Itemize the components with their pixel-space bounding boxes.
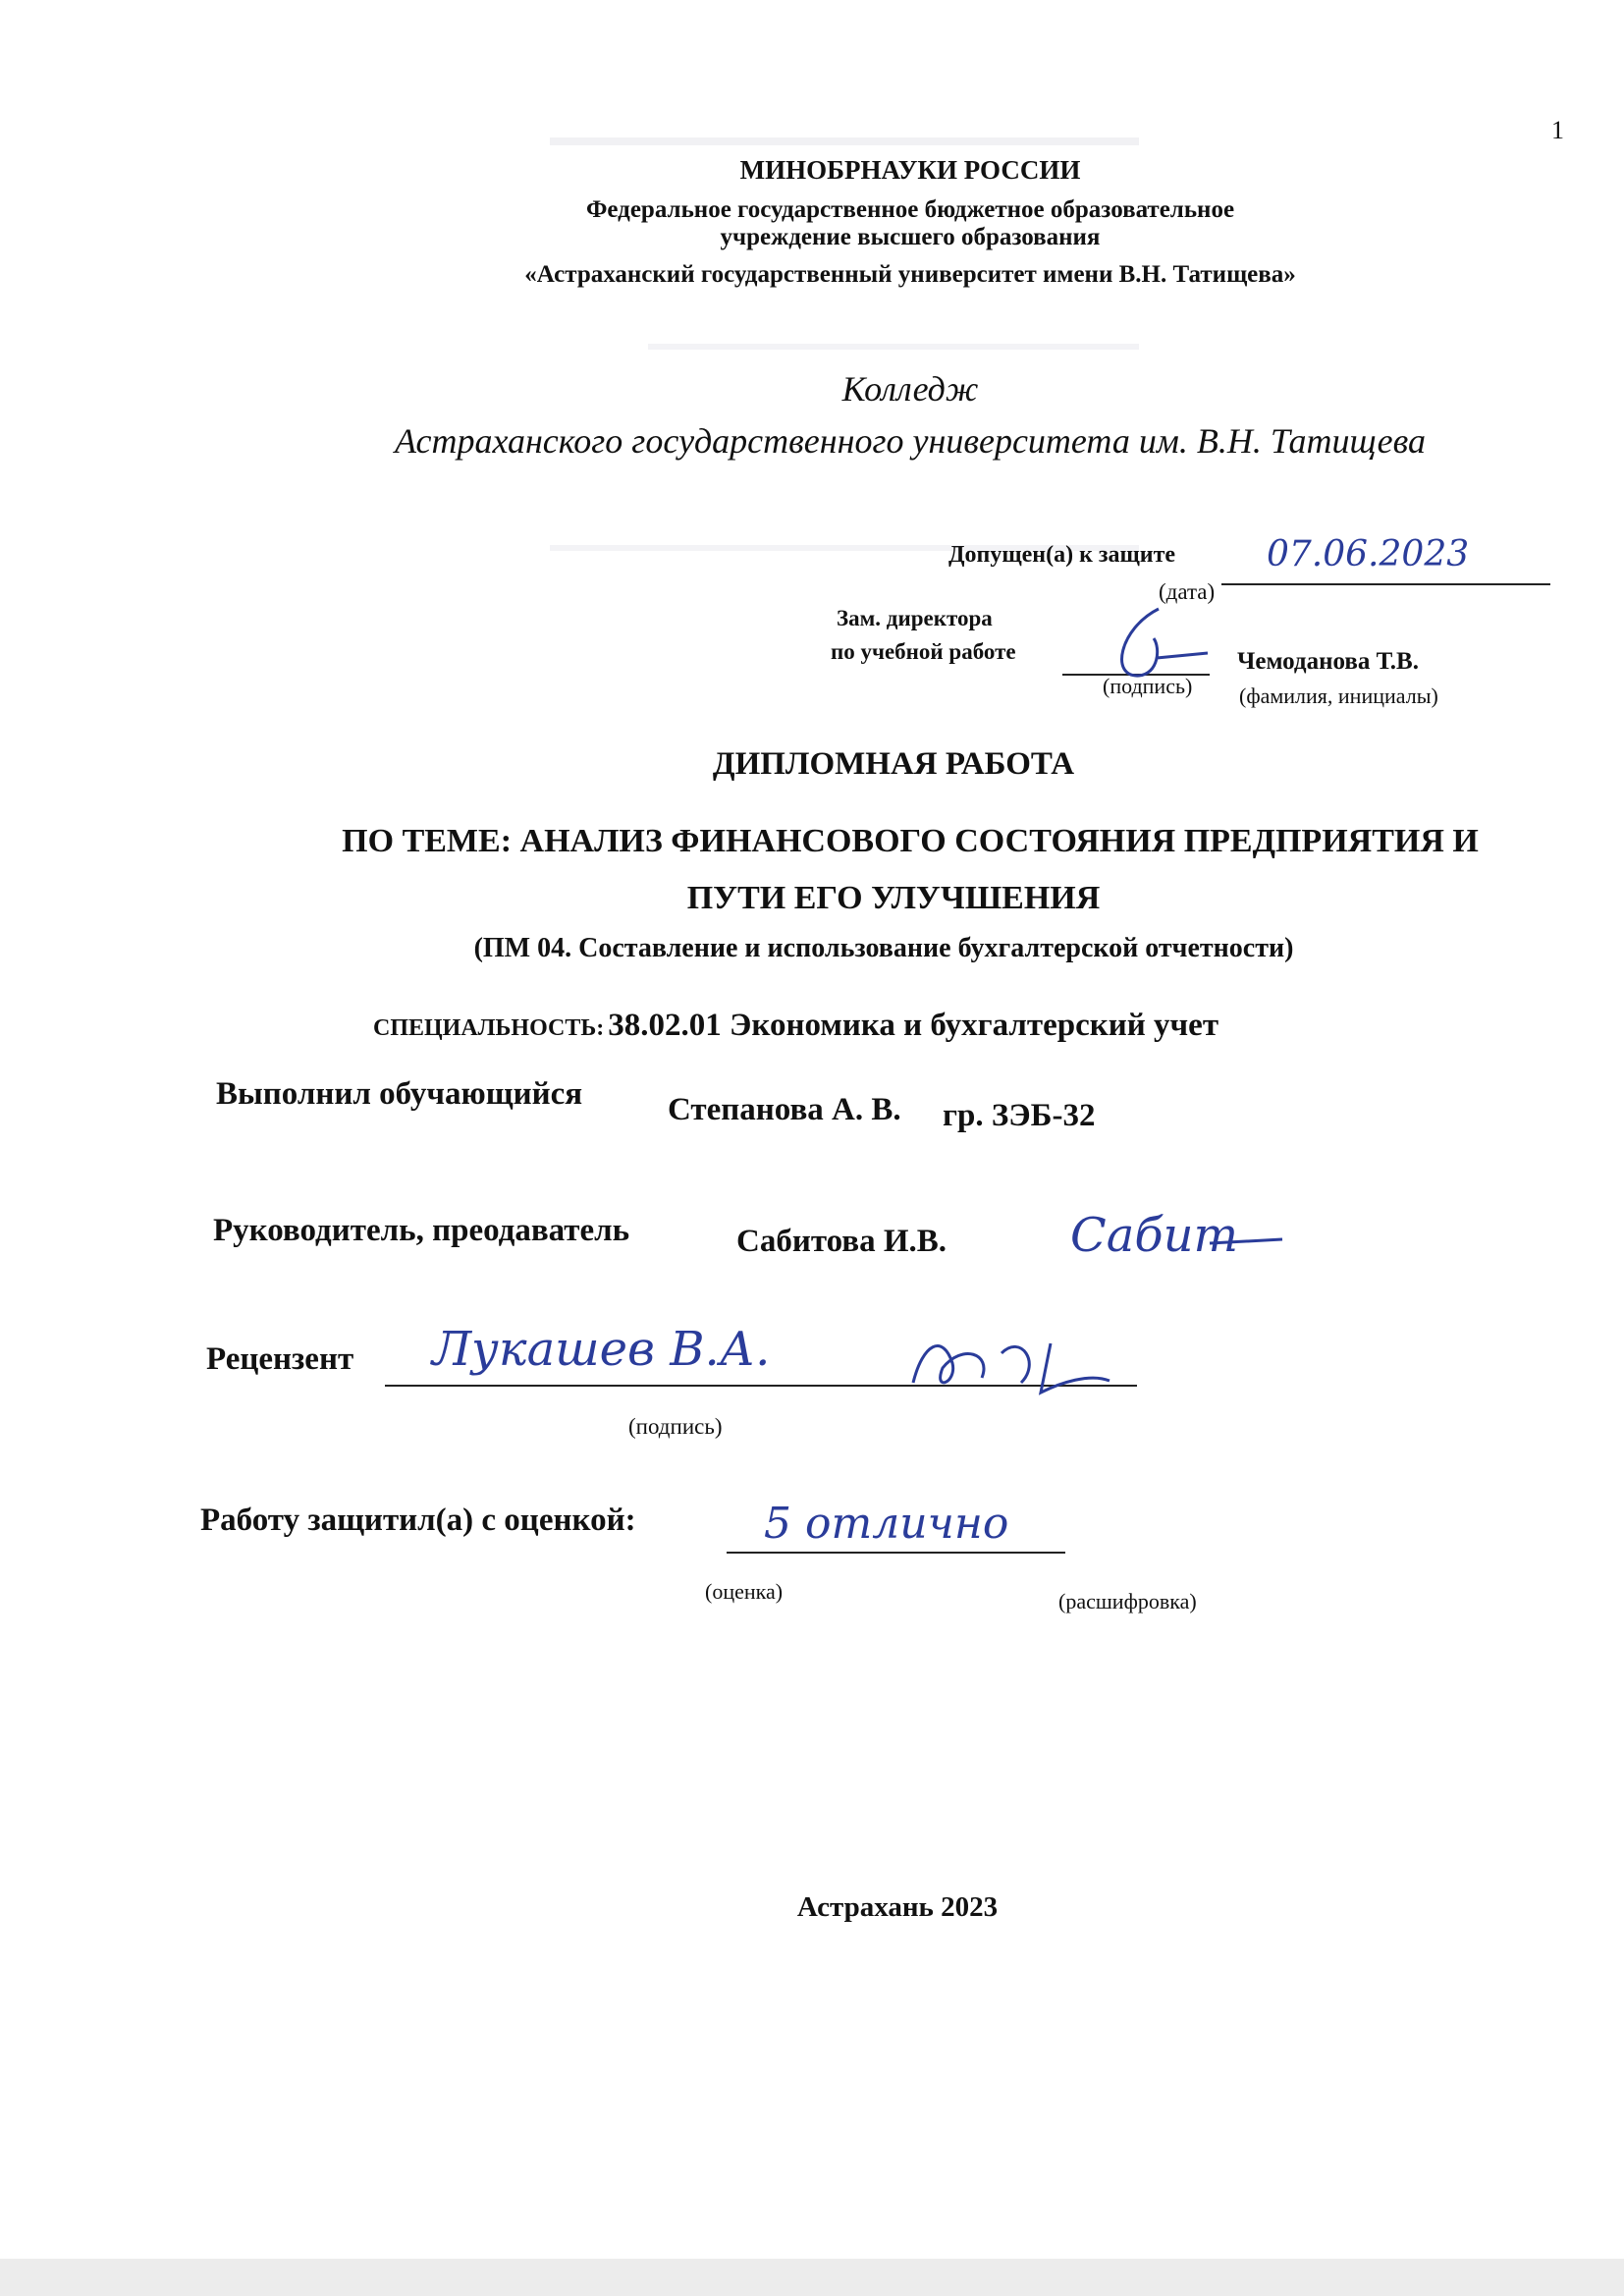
supervisor-label: Руководитель, преодаватель bbox=[213, 1213, 630, 1248]
scan-bleed bbox=[550, 137, 1139, 145]
name-caption: (фамилия, инициалы) bbox=[1239, 683, 1438, 708]
supervisor-signature: Сабит bbox=[1070, 1208, 1239, 1263]
module-name: (ПМ 04. Составление и использование бухгалтерской отчетности) bbox=[473, 933, 1294, 963]
admitted-label: Допущен(а) к защите bbox=[948, 542, 1176, 568]
reviewer-signature bbox=[903, 1324, 1119, 1402]
header-line-3: учреждение высшего образования bbox=[720, 224, 1101, 250]
deputy-line-1: Зам. директора bbox=[837, 606, 993, 630]
grade-handwritten: 5 отлично bbox=[764, 1499, 1009, 1549]
supervisor-name: Сабитова И.В. bbox=[736, 1224, 947, 1259]
student-label: Выполнил обучающийся bbox=[216, 1076, 583, 1112]
supervisor-signature-tail bbox=[1208, 1233, 1286, 1253]
work-type: ДИПЛОМНАЯ РАБОТА bbox=[712, 746, 1075, 782]
city-year: Астрахань 2023 bbox=[796, 1891, 999, 1923]
topic-line-1: ПО ТЕМЕ: АНАЛИЗ ФИНАНСОВОГО СОСТОЯНИЯ ПРЕДПРИЯТИЯ И bbox=[342, 823, 1479, 859]
date-caption: (дата) bbox=[1159, 579, 1216, 604]
reviewer-label: Рецензент bbox=[206, 1341, 354, 1377]
specialty-value: 38.02.01 Экономика и бухгалтерский учет bbox=[608, 1008, 1219, 1043]
scan-bleed bbox=[648, 344, 1139, 350]
college-line-2: Астраханского государственного университета им. В.Н. Татищева bbox=[395, 421, 1426, 461]
deputy-name: Чемоданова Т.В. bbox=[1237, 648, 1419, 675]
ministry-name: МИНОБРНАУКИ РОССИИ bbox=[739, 155, 1081, 185]
defense-label: Работу защитил(а) с оценкой: bbox=[200, 1503, 636, 1538]
header-line-2: Федеральное государственное бюджетное образовательное bbox=[585, 196, 1235, 223]
grade-line bbox=[727, 1552, 1065, 1554]
page-number: 1 bbox=[1551, 116, 1564, 144]
admitted-date-line bbox=[1221, 583, 1550, 585]
decoding-caption: (расшифровка) bbox=[1058, 1589, 1197, 1613]
student-name: Степанова А. В. bbox=[668, 1092, 901, 1127]
grade-caption: (оценка) bbox=[705, 1579, 784, 1604]
specialty-label: СПЕЦИАЛЬНОСТЬ: bbox=[373, 1015, 605, 1041]
university-name: «Астраханский государственный университет имени В.Н. Татищева» bbox=[524, 261, 1296, 288]
student-group: гр. ЗЭБ-32 bbox=[943, 1098, 1096, 1133]
reviewer-handwritten: Лукашев В.А. bbox=[432, 1322, 771, 1377]
admitted-date-handwritten: 07.06.2023 bbox=[1267, 534, 1470, 574]
reviewer-signature-caption: (подпись) bbox=[628, 1414, 723, 1439]
specialty bbox=[373, 1008, 1218, 1044]
scan-edge bbox=[0, 2259, 1624, 2296]
topic-line-2: ПУТИ ЕГО УЛУЧШЕНИЯ bbox=[686, 880, 1101, 916]
signature-caption: (подпись) bbox=[1103, 674, 1193, 698]
college-line-1: Колледж bbox=[841, 369, 979, 409]
deputy-line-2: по учебной работе bbox=[831, 639, 1016, 664]
